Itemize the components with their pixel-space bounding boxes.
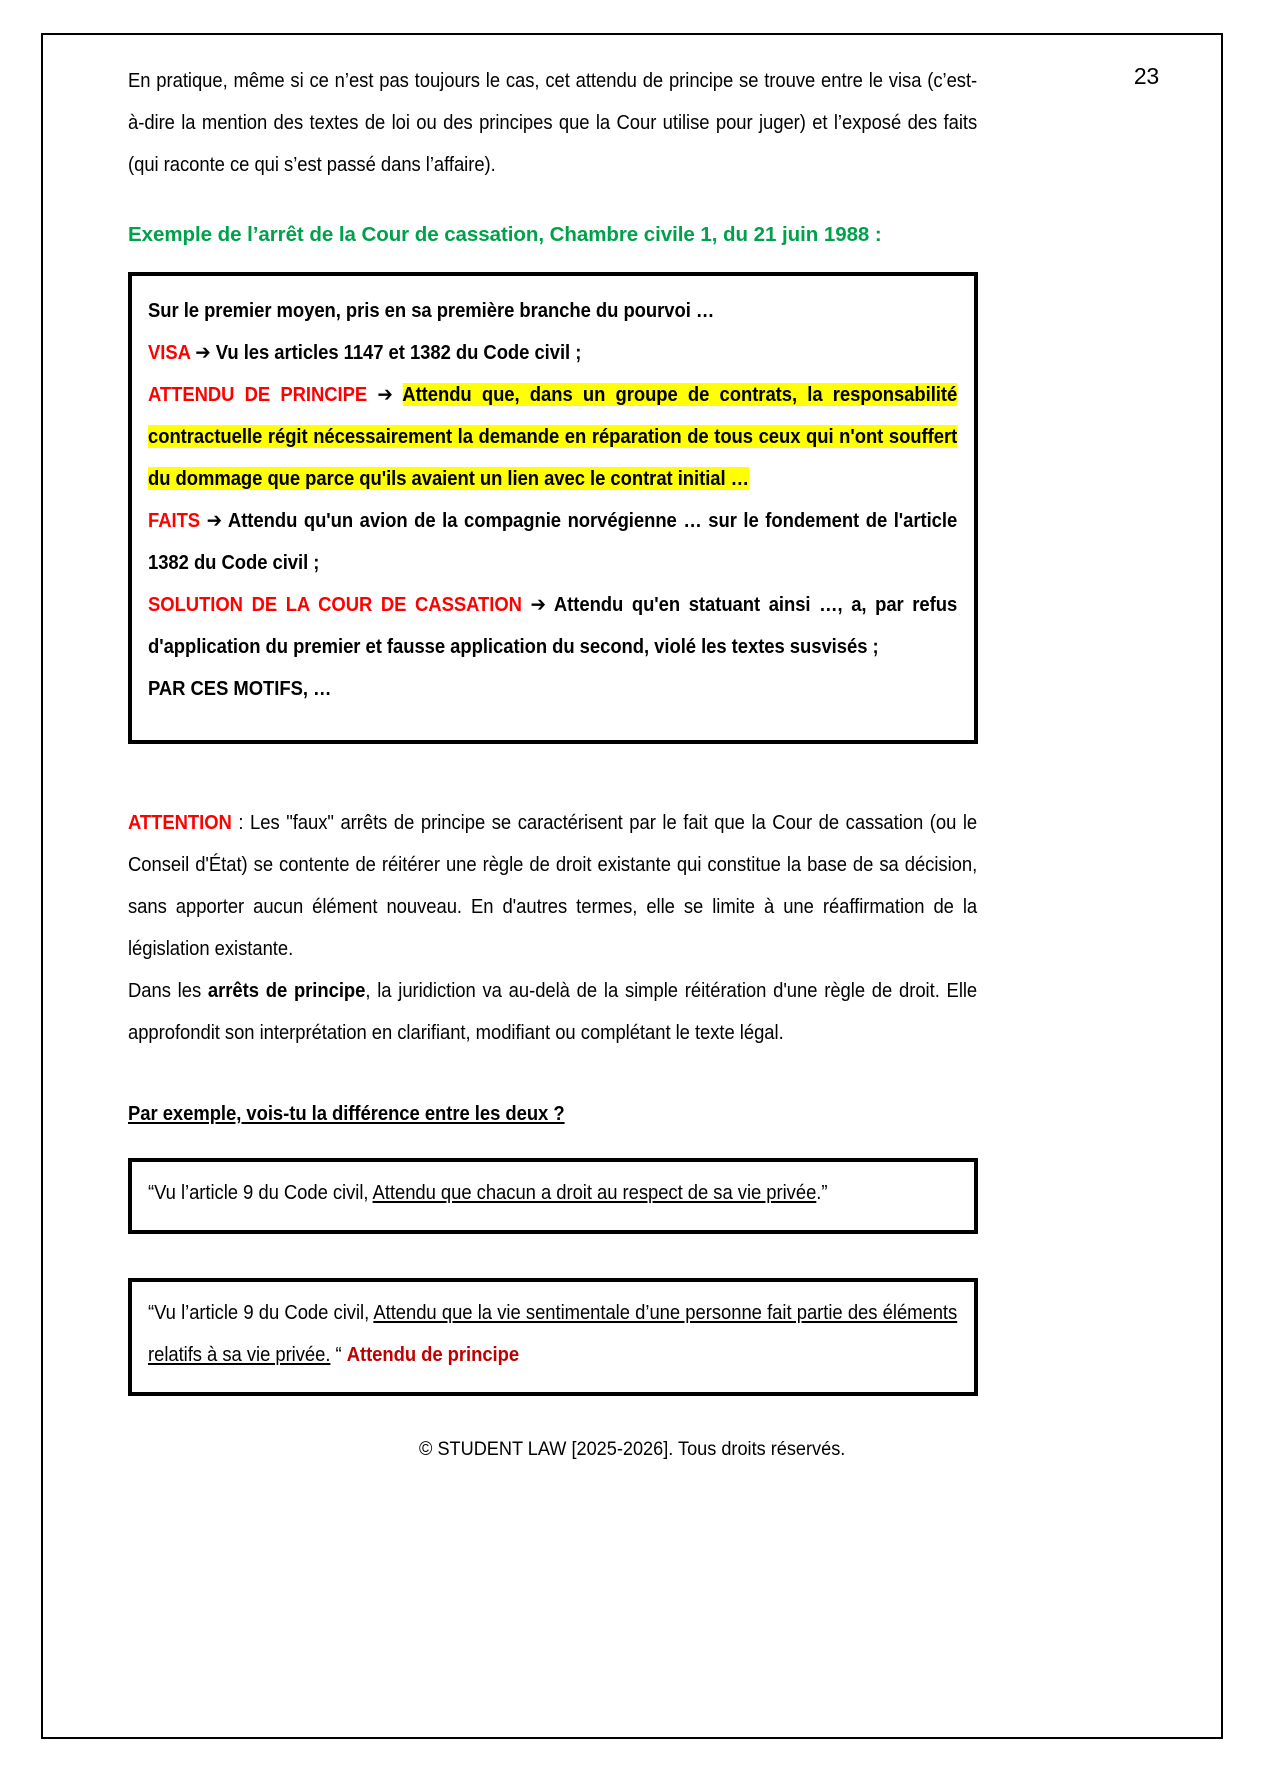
footer-copyright: © STUDENT LAW [2025-2026]. Tous droits réservés. [418,1438,846,1460]
arrow-icon-solution: ➔ [530,593,546,616]
arret-closing-text: PAR CES MOTIFS, … [148,677,332,700]
principe-bold-term: arrêts de principe [207,979,366,1002]
spacer [128,1130,978,1158]
visa-label: VISA [148,341,191,364]
spacer [128,1234,978,1278]
attention-paragraph [128,802,977,970]
principe-before-text: Dans les [128,979,208,1002]
quote-1-underlined: Attendu que chacun a droit au respect de sa vie privée [372,1181,817,1204]
attendu-principe-highlighted-text: Attendu que, dans un groupe de contrats, la responsabilité contractuelle régit nécessairement la demande en réparation de tous ceux qui n'ont souffert du dommage que parce qu'ils avaient un lien avec le contrat initial … [148,383,958,490]
arret-faits-line [148,500,957,584]
spacer [128,250,978,272]
page-footer [0,1438,1264,1461]
intro-paragraph: En pratique, même si ce n’est pas toujours le cas, cet attendu de principe se trouve entre le visa (c’est-à-dire la mention des textes de loi ou des principes que la Cour utilise pour juger) et l’exposé des faits (qui raconte ce qui s’est passé dans l’affaire). [128,69,978,176]
principe-after-text: , la juridiction va au-delà de la simple réitération d'une règle de droit. Elle approfondit son interprétation en clarifiant, modifiant ou complétant le texte légal. [128,979,978,1044]
attendu-principe-label: ATTENDU DE PRINCIPE [148,383,368,406]
quote-2-prefix: “Vu l’article 9 du Code civil, [148,1301,374,1324]
page-number: 23 [1133,63,1159,89]
spacer [128,186,978,220]
attention-label: ATTENTION [128,811,232,834]
spacer [128,744,978,802]
arret-attendu-line [148,374,957,500]
quote-box-simple-reiteration [128,1158,978,1234]
page-content [128,60,978,1396]
quote-2-red-label: Attendu de principe [346,1343,520,1366]
solution-text: Attendu qu'en statuant ainsi …, a, par refus d'application du premier et fausse application du second, violé les textes susvisés ; [148,593,958,658]
arret-closing-line [148,668,957,710]
compare-heading: Par exemple, vois-tu la différence entre les deux ? [128,1102,565,1125]
quote-1-suffix: .” [816,1181,828,1204]
arrow-icon-attendu: ➔ [377,383,393,406]
arret-example-box [128,272,978,744]
faits-label: FAITS [148,509,201,532]
spacer [128,1054,978,1098]
attention-text: : Les "faux" arrêts de principe se caractérisent par le fait que la Cour de cassation (ou le Conseil d'État) se contente de réitérer une règle de droit existante qui constitue la base de sa décision, sans apporter aucun élément nouveau. En d'autres termes, elle se limite à une réaffirmation de la législation existante. [128,811,978,960]
quote-2-underlined: Attendu que la vie sentimentale d’une personne fait partie des éléments relatifs à sa vie privée. [148,1301,958,1366]
quote-1-prefix: “Vu l’article 9 du Code civil, [148,1181,373,1204]
faits-text: Attendu qu'un avion de la compagnie norvégienne … sur le fondement de l'article 1382 du Code civil ; [148,509,958,574]
compare-heading-row [128,1098,978,1130]
arret-visa-line [148,332,957,374]
visa-text: Vu les articles 1147 et 1382 du Code civil ; [215,341,582,364]
example-heading: Exemple de l’arrêt de la Cour de cassation, Chambre civile 1, du 21 juin 1988 : [128,223,882,246]
solution-label: SOLUTION DE LA COUR DE CASSATION [148,593,522,616]
principe-paragraph [128,970,977,1054]
arret-opening-text: Sur le premier moyen, pris en sa première branche du pourvoi … [148,299,715,322]
example-heading-row [128,220,978,250]
quote-2-suffix: “ [330,1343,347,1366]
arret-solution-line [148,584,957,668]
arrow-icon-faits: ➔ [206,509,223,532]
quote-2-line [148,1292,957,1376]
arrow-icon-visa: ➔ [195,341,211,364]
arret-opening-line [148,290,957,332]
quote-1-line [148,1172,957,1214]
quote-box-attendu-de-principe [128,1278,978,1396]
